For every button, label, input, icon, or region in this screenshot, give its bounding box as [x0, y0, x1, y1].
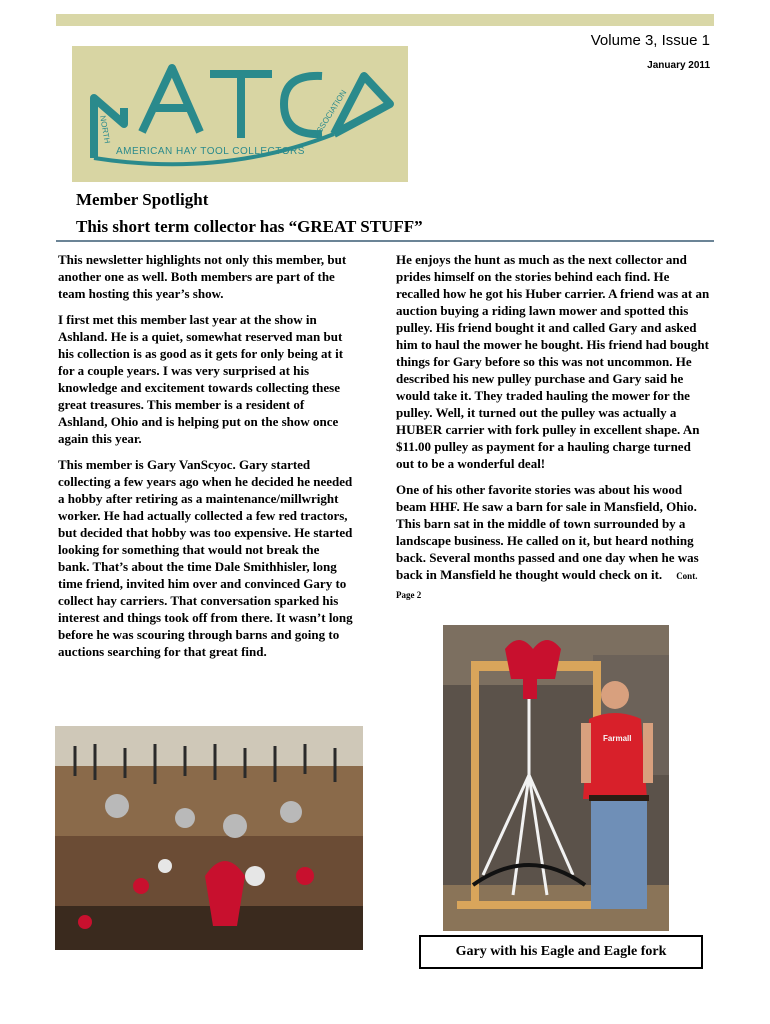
collection-photo — [55, 726, 363, 950]
logo-arc-text: AMERICAN HAY TOOL COLLECTORS — [116, 146, 305, 157]
issue-date: January 2011 — [647, 60, 710, 71]
paragraph-text: One of his other favorite stories was about his wood beam HHF. He saw a barn for sale in Mansfield, Ohio. This barn sat in the middle of town surrounded by a landscape business. He called on it, but heard nothing back. Several months passed and one day when he was back in Mansfield he thought would check on it. — [396, 482, 699, 582]
paragraph — [396, 481, 712, 604]
paragraph: I first met this member last year at the show in Ashland. He is a quiet, somewhat reserved man but his collection is as good as it gets for only being at it for a couple years. I was very surprised at his knowledge and excitement towards collecting these great treasures. This member is a resident of Ashland, Ohio and is helping put on the show once again this year. — [58, 312, 344, 446]
logo-side-right: ASSOCIATION — [312, 88, 349, 140]
section-divider — [56, 240, 714, 242]
section-subtitle: This short term collector has “GREAT STUFF” — [76, 217, 423, 236]
photo-caption: Gary with his Eagle and Eagle fork — [419, 935, 703, 969]
logo-side-left: NORTH — [98, 114, 112, 145]
left-column — [58, 251, 354, 669]
shirt-text: Farmall — [603, 734, 632, 743]
continued-note: Cont. Page 2 — [396, 571, 698, 600]
volume-issue: Volume 3, Issue 1 — [590, 32, 710, 49]
right-column — [396, 251, 712, 613]
gary-eagle-photo — [443, 625, 669, 931]
paragraph: This newsletter highlights not only this member, but another one as well. Both members are part of the team hosting this year’s show. — [58, 252, 347, 301]
paragraph: He enjoys the hunt as much as the next collector and prides himself on the stories behind each find. He recalled how he got his Huber carrier. A friend was at an auction buying a riding lawn mower and spotted this pulley. His friend bought it and called Gary and asked him to haul the mower he bought. His friend had bought things for Gary before so this was not uncommon. He described his new pulley purchase and Gary said he would take it. They traded hauling the mower for the pulley. Well, it turned out the pulley was actually a HUBER carrier with fork pulley in excellent shape. An $11.00 pulley as payment for a hauling charge turned out to be a wonderful deal! — [396, 252, 710, 471]
section-title: Member Spotlight — [76, 190, 209, 209]
nahtca-logo — [72, 46, 408, 182]
top-accent-bar — [56, 14, 714, 26]
paragraph: This member is Gary VanScyoc. Gary started collecting a few years ago when he decided he needed a hobby after retiring as a maintenance/millwright worker. He had actually collected a few red tractors, but decided that hobby was too expensive. He started looking for something that would not break the bank. That’s about the time Dale Smithhisler, long time friend, invited him over and convinced Gary to collect hay carriers. That conversation sparked his interest and things took off from there. It wasn’t long before he was scouring through barns and going to auctions searching for that great find. — [58, 457, 353, 659]
